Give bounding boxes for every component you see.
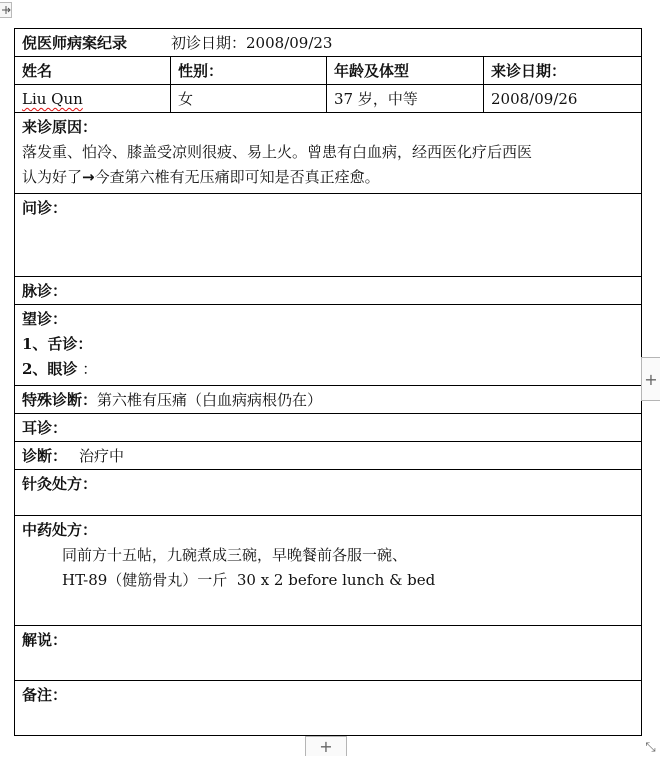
age-label[interactable]: 年龄及体型 xyxy=(327,57,484,85)
record-title: 倪医师病案纪录 xyxy=(22,34,128,52)
table-resize-icon[interactable]: ⤡ xyxy=(645,740,656,755)
visit-date-label[interactable]: 来诊日期： xyxy=(484,57,642,85)
reason-line-2 xyxy=(22,165,634,190)
observation-cell[interactable] xyxy=(15,305,642,386)
record-header-cell[interactable] xyxy=(15,29,642,57)
gender-label[interactable]: 性别： xyxy=(171,57,327,85)
name-cell[interactable] xyxy=(15,85,171,113)
add-column-icon[interactable]: + xyxy=(641,357,660,401)
explanation-cell[interactable]: 解说： xyxy=(15,626,642,681)
herbal-line-2: HT-89（健筋骨丸）一斤 30 x 2 before lunch & bed xyxy=(62,571,436,589)
special-diagnosis-label: 特殊诊断： xyxy=(22,391,98,409)
reason-label: 来诊原因： xyxy=(22,118,98,136)
eye-colon: ： xyxy=(82,360,98,378)
herbal-label: 中药处方： xyxy=(22,521,98,539)
eye-label: 2、眼诊 xyxy=(22,360,78,378)
visit-date-value[interactable]: 2008/09/26 xyxy=(484,85,642,113)
right-arrow-icon: → xyxy=(82,168,95,186)
diagnosis-label: 诊断： xyxy=(22,447,68,465)
add-row-icon[interactable]: + xyxy=(305,736,347,756)
reason-line-1: 落发重、怕冷、膝盖受凉则很疲、易上火。曾患有白血病，经西医化疗后西医 xyxy=(22,143,533,161)
acupuncture-cell[interactable]: 针灸处方： xyxy=(15,470,642,516)
special-diagnosis-value: 第六椎有压痛（白血病病根仍在） xyxy=(97,391,323,409)
medical-record-table xyxy=(14,28,642,736)
reason-line-2-start: 认为好了 xyxy=(22,168,83,186)
gender-value[interactable]: 女 xyxy=(171,85,327,113)
ear-cell[interactable]: 耳诊： xyxy=(15,414,642,442)
special-diagnosis-cell[interactable] xyxy=(15,386,642,414)
pulse-cell[interactable]: 脉诊： xyxy=(15,277,642,305)
reason-cell[interactable] xyxy=(15,113,642,194)
reason-line-2-end: 今查第六椎有无压痛即可知是否真正痊愈。 xyxy=(94,168,380,186)
diagnosis-cell[interactable] xyxy=(15,442,642,470)
eye-line xyxy=(22,357,634,382)
move-arrows-icon xyxy=(1,5,11,15)
tongue-label: 1、舌诊： xyxy=(22,335,93,353)
age-value[interactable]: 37 岁，中等 xyxy=(327,85,484,113)
name-label[interactable]: 姓名 xyxy=(15,57,171,85)
notes-cell[interactable]: 备注： xyxy=(15,681,642,736)
herbal-line-1: 同前方十五帖，九碗煮成三碗，早晚餐前各服一碗、 xyxy=(62,546,408,564)
first-visit-date: 初诊日期：2008/09/23 xyxy=(171,34,333,52)
diagnosis-value: 治疗中 xyxy=(79,447,125,465)
herbal-cell[interactable] xyxy=(15,516,642,626)
patient-name-value: Liu Qun xyxy=(22,90,83,108)
inquiry-cell[interactable]: 问诊： xyxy=(15,194,642,277)
observation-label: 望诊： xyxy=(22,310,68,328)
